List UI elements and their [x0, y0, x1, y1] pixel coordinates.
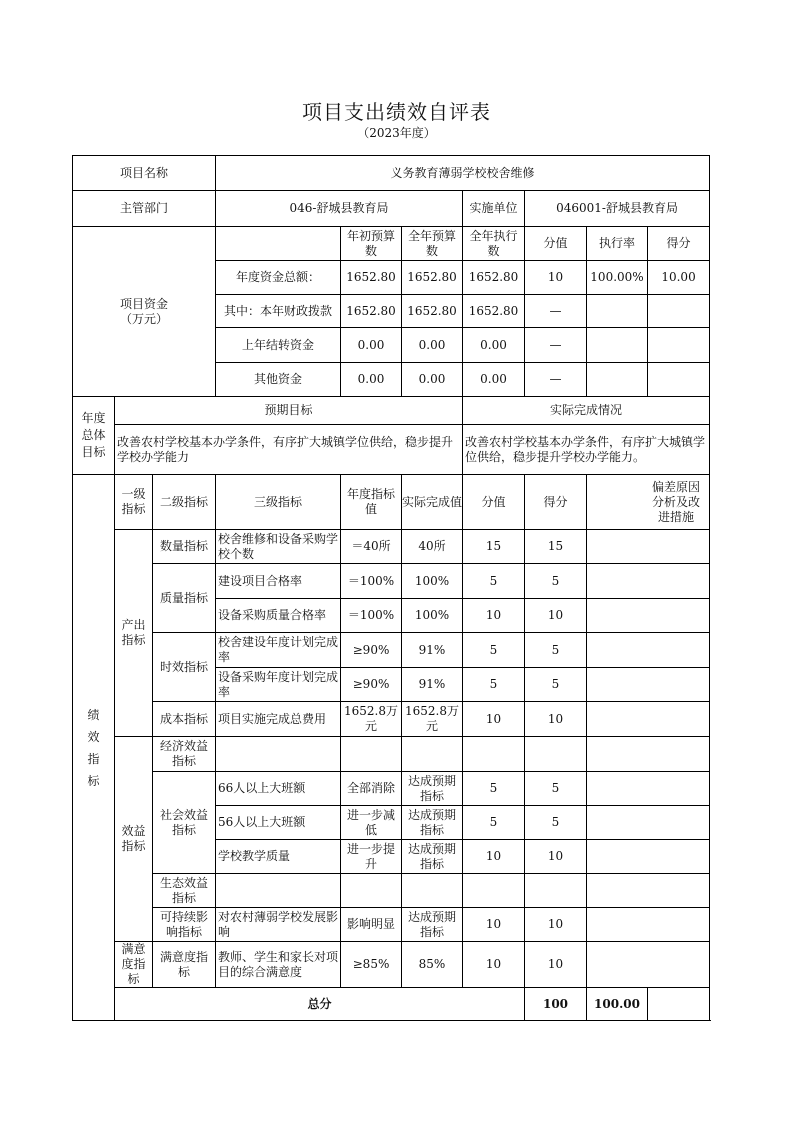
funds-row-rate — [587, 328, 648, 363]
ind-row-actual-empty — [402, 737, 463, 772]
funds-row-got: 10.00 — [648, 261, 710, 295]
cost-label: 成本指标 — [153, 702, 216, 737]
ind-row-note — [587, 942, 710, 988]
funds-row-rate: 100.00% — [587, 261, 648, 295]
funds-row-score: — — [525, 363, 587, 397]
funds-row-v1: 1652.80 — [341, 261, 402, 295]
ind-row-target-empty — [341, 737, 402, 772]
funds-row-score: 10 — [525, 261, 587, 295]
indicators-label-text: 绩效指标 — [87, 707, 100, 788]
ind-row-target: ≥90% — [341, 633, 402, 668]
ind-row-score: 10 — [463, 702, 525, 737]
ind-row-target: ≥90% — [341, 668, 402, 702]
quality-label: 质量指标 — [153, 564, 216, 633]
ind-row-got: 10 — [525, 908, 587, 942]
ind-header-l1: 一级指标 — [115, 475, 153, 530]
ind-row-actual: 达成预期指标 — [402, 840, 463, 874]
funds-row-v2: 0.00 — [402, 328, 463, 363]
benefit-label-text: 效益指标 — [121, 824, 146, 853]
ind-header-l3: 三级指标 — [216, 475, 341, 530]
funds-header-budget-year: 全年预算数 — [402, 227, 463, 261]
ind-row-note — [587, 702, 710, 737]
goal-actual-header: 实际完成情况 — [463, 397, 710, 425]
ind-header-target: 年度指标值 — [341, 475, 402, 530]
timeliness-label: 时效指标 — [153, 633, 216, 702]
satisfaction-label — [115, 942, 153, 988]
ind-row-target-empty — [341, 874, 402, 908]
funds-row-got — [648, 363, 710, 397]
ind-row-got: 5 — [525, 633, 587, 668]
ind-row-note — [587, 737, 710, 772]
project-name-label: 项目名称 — [73, 156, 216, 191]
ind-row-note — [587, 874, 710, 908]
ind-row-target: 全部消除 — [341, 772, 402, 806]
ind-row-got-empty — [525, 874, 587, 908]
funds-header-executed: 全年执行数 — [463, 227, 525, 261]
ind-row-score: 5 — [463, 564, 525, 599]
satisfaction-label-text: 满意度指标 — [121, 942, 146, 986]
ind-row-l3: 设备采购年度计划完成率 — [216, 668, 341, 702]
ind-row-score-empty — [463, 874, 525, 908]
project-name-value: 义务教育薄弱学校校舍维修 — [216, 156, 710, 191]
total-score: 100 — [525, 988, 587, 1021]
funds-row-name: 年度资金总额： — [216, 261, 341, 295]
page-title: 项目支出绩效自评表 — [302, 100, 491, 124]
social-label-text: 社会效益指标 — [159, 807, 208, 837]
ind-row-actual: 85% — [402, 942, 463, 988]
evaluation-table — [72, 155, 710, 1021]
ind-row-actual: 达成预期指标 — [402, 772, 463, 806]
output-label — [115, 530, 153, 737]
satisfaction-l2-label: 满意度指标 — [153, 942, 216, 988]
ind-row-note — [587, 530, 710, 564]
ind-row-got-empty — [525, 737, 587, 772]
ind-row-target: 进一步提升 — [341, 840, 402, 874]
ind-row-l3: 56人以上大班额 — [216, 806, 341, 840]
ind-row-target: 影响明显 — [341, 908, 402, 942]
ind-row-l3: 设备采购质量合格率 — [216, 599, 341, 633]
ind-row-got: 5 — [525, 564, 587, 599]
impl-label: 实施单位 — [463, 191, 525, 227]
ind-row-l3: 教师、学生和家长对项目的综合满意度 — [216, 942, 341, 988]
ind-row-actual: 91% — [402, 633, 463, 668]
funds-row-name: 其中：本年财政拨款 — [216, 295, 341, 328]
total-note — [648, 988, 710, 1021]
goal-actual-text: 改善农村学校基本办学条件，有序扩大城镇学位供给，稳步提升学校办学能力。 — [463, 425, 710, 475]
ind-row-l3: 校舍维修和设备采购学校个数 — [216, 530, 341, 564]
ind-row-actual: 达成预期指标 — [402, 908, 463, 942]
ind-row-got: 10 — [525, 702, 587, 737]
ind-row-l3-empty — [216, 874, 341, 908]
ind-row-note — [587, 668, 710, 702]
ind-row-got: 5 — [525, 806, 587, 840]
ind-row-score: 5 — [463, 668, 525, 702]
ind-row-target: ＝100% — [341, 599, 402, 633]
ind-row-l3: 66人以上大班额 — [216, 772, 341, 806]
dept-value: 046-舒城县教育局 — [216, 191, 463, 227]
funds-row-got — [648, 328, 710, 363]
funds-row-name: 上年结转资金 — [216, 328, 341, 363]
ind-row-got: 10 — [525, 942, 587, 988]
ind-row-score: 10 — [463, 908, 525, 942]
funds-row-v2: 1652.80 — [402, 261, 463, 295]
ind-row-got: 5 — [525, 668, 587, 702]
ind-row-score: 5 — [463, 772, 525, 806]
social-label — [153, 772, 216, 874]
ind-header-actual: 实际完成值 — [402, 475, 463, 530]
ind-row-l3: 学校教学质量 — [216, 840, 341, 874]
indicators-label — [73, 475, 115, 1021]
ind-row-got: 15 — [525, 530, 587, 564]
goal-expected-text: 改善农村学校基本办学条件，有序扩大城镇学位供给，稳步提升学校办学能力 — [115, 425, 463, 475]
economic-label: 经济效益指标 — [153, 737, 216, 772]
funds-row-rate — [587, 295, 648, 328]
ind-header-note — [587, 475, 710, 530]
funds-row-v1: 1652.80 — [341, 295, 402, 328]
ind-row-actual: 40所 — [402, 530, 463, 564]
funds-header-budget-init: 年初预算数 — [341, 227, 402, 261]
ind-row-l3: 对农村薄弱学校发展影响 — [216, 908, 341, 942]
ind-row-l3: 建设项目合格率 — [216, 564, 341, 599]
goal-label: 年度总体目标 — [73, 397, 115, 475]
quantity-label: 数量指标 — [153, 530, 216, 564]
funds-row-v3: 0.00 — [463, 363, 525, 397]
ind-row-target: ＝40所 — [341, 530, 402, 564]
ind-row-target: ≥85% — [341, 942, 402, 988]
ind-row-actual: 100% — [402, 564, 463, 599]
ind-row-got: 10 — [525, 840, 587, 874]
total-got: 100.00 — [587, 988, 648, 1021]
ecological-label: 生态效益指标 — [153, 874, 216, 908]
ind-row-score-empty — [463, 737, 525, 772]
funds-row-v1: 0.00 — [341, 363, 402, 397]
ind-row-note — [587, 564, 710, 599]
ind-row-actual: 100% — [402, 599, 463, 633]
funds-row-rate — [587, 363, 648, 397]
ind-header-note-text: 偏差原因分析及改进措施 — [652, 479, 701, 524]
sustainable-label: 可持续影响指标 — [153, 908, 216, 942]
ind-row-l3-empty — [216, 737, 341, 772]
funds-row-v2: 0.00 — [402, 363, 463, 397]
ind-row-got: 10 — [525, 599, 587, 633]
funds-row-name: 其他资金 — [216, 363, 341, 397]
ind-row-actual: 1652.8万元 — [402, 702, 463, 737]
funds-row-v1: 0.00 — [341, 328, 402, 363]
funds-row-score: — — [525, 295, 587, 328]
ind-header-l2: 二级指标 — [153, 475, 216, 530]
funds-label — [73, 227, 216, 397]
ind-row-note — [587, 772, 710, 806]
ind-row-score: 5 — [463, 633, 525, 668]
goal-expected-header: 预期目标 — [115, 397, 463, 425]
ind-row-note — [587, 806, 710, 840]
ind-row-target: 进一步减低 — [341, 806, 402, 840]
ind-row-score: 10 — [463, 840, 525, 874]
ind-row-target: 1652.8万元 — [341, 702, 402, 737]
funds-row-v3: 1652.80 — [463, 261, 525, 295]
ind-row-got: 5 — [525, 772, 587, 806]
ind-row-note — [587, 633, 710, 668]
ind-row-actual: 达成预期指标 — [402, 806, 463, 840]
ind-row-target: ＝100% — [341, 564, 402, 599]
ind-header-score: 分值 — [463, 475, 525, 530]
ind-row-l3: 项目实施完成总费用 — [216, 702, 341, 737]
funds-label-text: 项目资金（万元） — [119, 296, 168, 326]
ind-row-score: 5 — [463, 806, 525, 840]
ind-row-note — [587, 599, 710, 633]
funds-header-score: 分值 — [525, 227, 587, 261]
ind-row-l3: 校舍建设年度计划完成率 — [216, 633, 341, 668]
ind-row-score: 15 — [463, 530, 525, 564]
benefit-label — [115, 737, 153, 942]
funds-row-v3: 0.00 — [463, 328, 525, 363]
funds-header-blank — [216, 227, 341, 261]
ind-row-score: 10 — [463, 599, 525, 633]
funds-row-score: — — [525, 328, 587, 363]
funds-header-rate: 执行率 — [587, 227, 648, 261]
funds-row-v3: 1652.80 — [463, 295, 525, 328]
ind-row-actual-empty — [402, 874, 463, 908]
ind-row-score: 10 — [463, 942, 525, 988]
ind-row-note — [587, 840, 710, 874]
impl-value: 046001-舒城县教育局 — [525, 191, 710, 227]
output-label-text: 产出指标 — [121, 618, 146, 647]
page-subtitle: （2023年度） — [357, 126, 436, 140]
funds-row-v2: 1652.80 — [402, 295, 463, 328]
funds-row-got — [648, 295, 710, 328]
ind-row-note — [587, 908, 710, 942]
ind-row-actual: 91% — [402, 668, 463, 702]
ind-header-got: 得分 — [525, 475, 587, 530]
total-label: 总分 — [115, 988, 525, 1021]
funds-header-got: 得分 — [648, 227, 710, 261]
dept-label: 主管部门 — [73, 191, 216, 227]
